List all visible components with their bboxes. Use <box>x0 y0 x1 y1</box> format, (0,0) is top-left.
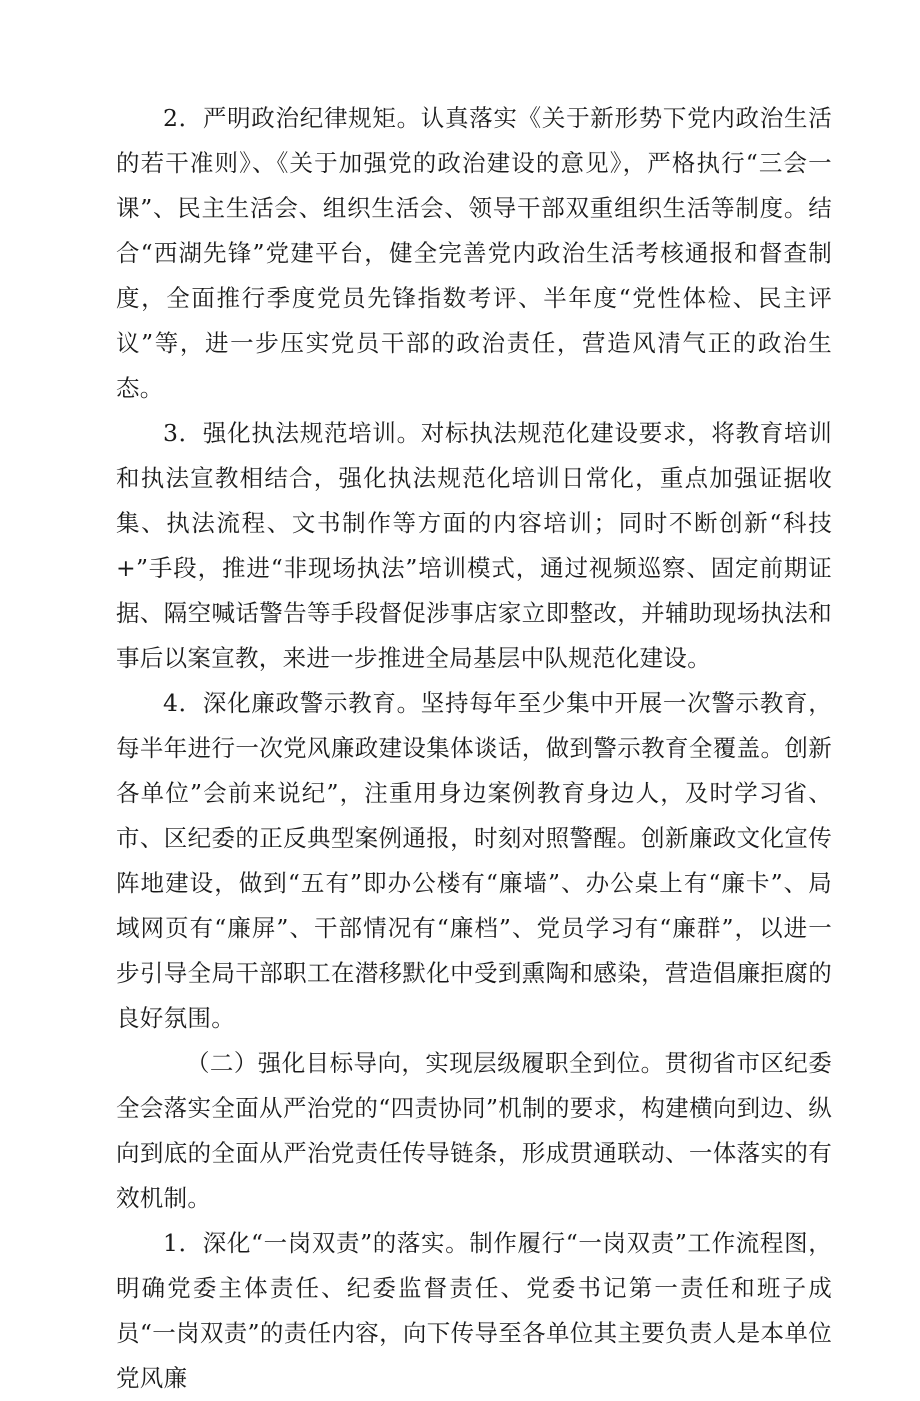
paragraph-item-4: 4．深化廉政警示教育。坚持每年至少集中开展一次警示教育，每半年进行一次党风廉政建设集体谈话，做到警示教育全覆盖。创新各单位”会前来说纪”，注重用身边案例教育身边人，及时学习省、市、区纪委的正反典型案例通报，时刻对照警醒。创新廉政文化宣传阵地建设，做到“五有”即办公楼有“廉墙”、办公桌上有“廉卡”、局域网页有“廉屏”、干部情况有“廉档”、党员学习有“廉群”，以进一步引导全局干部职工在潜移默化中受到熏陶和感染，营造倡廉拒腐的良好氛围。 <box>116 689 832 1033</box>
document-body <box>116 96 832 1401</box>
paragraph-item-3: 3．强化执法规范培训。对标执法规范化建设要求，将教育培训和执法宣教相结合，强化执法规范化培训日常化，重点加强证据收集、执法流程、文书制作等方面的内容培训；同时不断创新“科技+”手段，推进“非现场执法”培训模式，通过视频巡察、固定前期证据、隔空喊话警告等手段督促涉事店家立即整改，并辅助现场执法和事后以案宣教，来进一步推进全局基层中队规范化建设。 <box>116 419 832 673</box>
paragraph-item-2: 2．严明政治纪律规矩。认真落实《关于新形势下党内政治生活的若干准则》、《关于加强党的政治建设的意见》，严格执行“三会一课”、民主生活会、组织生活会、领导干部双重组织生活等制度。结合“西湖先锋”党建平台，健全完善党内政治生活考核通报和督查制度，全面推行季度党员先锋指数考评、半年度“党性体检、民主评议”等，进一步压实党员干部的政治责任，营造风清气正的政治生态。 <box>116 104 832 402</box>
section-heading-paragraph: （二）强化目标导向，实现层级履职全到位。贯彻省市区纪委全会落实全面从严治党的“四责协同”机制的要求，构建横向到边、纵向到底的全面从严治党责任传导链条，形成贯通联动、一体落实的有效机制。 <box>116 1049 832 1213</box>
paragraph-item-1: 1．深化“一岗双责”的落实。制作履行“一岗双责”工作流程图，明确党委主体责任、纪委监督责任、党委书记第一责任和班子成员“一岗双责”的责任内容，向下传导至各单位其主要负责人是本单位党风廉 <box>116 1229 832 1393</box>
